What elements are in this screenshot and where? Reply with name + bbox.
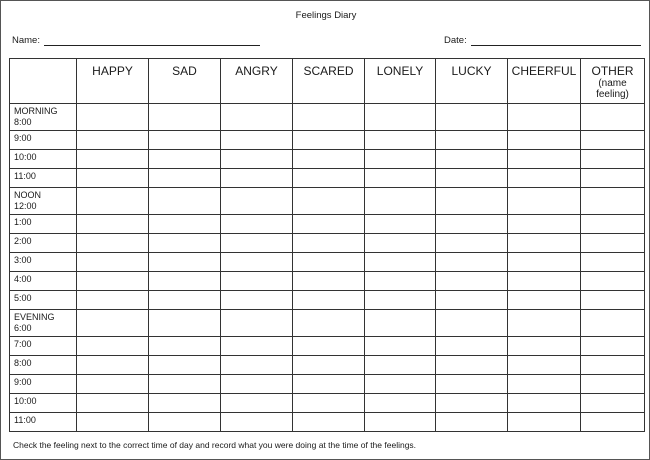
feeling-checkbox-cell[interactable] [221, 215, 293, 234]
column-header-sad: SAD [149, 59, 221, 104]
feeling-checkbox-cell[interactable] [77, 413, 149, 432]
feeling-checkbox-cell[interactable] [581, 169, 645, 188]
table-row [10, 150, 645, 169]
corner-cell [10, 59, 77, 104]
name-label: Name: [12, 35, 40, 46]
date-field[interactable] [471, 45, 641, 46]
feeling-checkbox-cell[interactable] [508, 394, 581, 413]
feeling-checkbox-cell[interactable] [149, 234, 221, 253]
time-label: 11:00 [14, 415, 36, 425]
header-row [10, 59, 645, 104]
feeling-checkbox-cell[interactable] [365, 169, 436, 188]
time-label: 9:00 [14, 377, 32, 387]
feeling-checkbox-cell[interactable] [581, 413, 645, 432]
time-cell [10, 413, 77, 432]
feeling-checkbox-cell[interactable] [149, 310, 221, 337]
feeling-checkbox-cell[interactable] [508, 215, 581, 234]
feeling-checkbox-cell[interactable] [77, 310, 149, 337]
feeling-checkbox-cell[interactable] [221, 310, 293, 337]
table-row [10, 104, 645, 131]
time-cell [10, 234, 77, 253]
time-cell [10, 253, 77, 272]
feeling-checkbox-cell[interactable] [508, 272, 581, 291]
feeling-checkbox-cell[interactable] [436, 356, 508, 375]
table-row [10, 272, 645, 291]
feeling-checkbox-cell[interactable] [293, 104, 365, 131]
feeling-checkbox-cell[interactable] [365, 272, 436, 291]
feeling-checkbox-cell[interactable] [293, 253, 365, 272]
time-cell [10, 310, 77, 337]
feeling-checkbox-cell[interactable] [77, 169, 149, 188]
feeling-checkbox-cell[interactable] [221, 272, 293, 291]
feeling-checkbox-cell[interactable] [365, 188, 436, 215]
column-header-lucky: LUCKY [436, 59, 508, 104]
feeling-checkbox-cell[interactable] [581, 253, 645, 272]
feeling-checkbox-cell[interactable] [581, 394, 645, 413]
feeling-checkbox-cell[interactable] [436, 394, 508, 413]
feeling-checkbox-cell[interactable] [508, 150, 581, 169]
feeling-checkbox-cell[interactable] [508, 375, 581, 394]
column-header-other [581, 59, 645, 104]
feeling-checkbox-cell[interactable] [293, 375, 365, 394]
time-cell [10, 150, 77, 169]
table-row [10, 413, 645, 432]
feeling-checkbox-cell[interactable] [149, 188, 221, 215]
feeling-checkbox-cell[interactable] [77, 394, 149, 413]
time-label: 3:00 [14, 255, 32, 265]
diary-table [9, 58, 645, 432]
table-row [10, 394, 645, 413]
feeling-checkbox-cell[interactable] [77, 272, 149, 291]
table-row [10, 253, 645, 272]
feeling-checkbox-cell[interactable] [77, 337, 149, 356]
period-label: NOON [14, 190, 41, 200]
feeling-checkbox-cell[interactable] [508, 413, 581, 432]
time-label: 2:00 [14, 236, 32, 246]
feeling-checkbox-cell[interactable] [508, 104, 581, 131]
feeling-checkbox-cell[interactable] [365, 131, 436, 150]
other-label: OTHER [591, 64, 634, 78]
feeling-checkbox-cell[interactable] [293, 131, 365, 150]
feeling-checkbox-cell[interactable] [77, 291, 149, 310]
feeling-checkbox-cell[interactable] [149, 394, 221, 413]
feeling-checkbox-cell[interactable] [221, 188, 293, 215]
feeling-checkbox-cell[interactable] [221, 234, 293, 253]
feeling-checkbox-cell[interactable] [365, 337, 436, 356]
feeling-checkbox-cell[interactable] [293, 291, 365, 310]
feeling-checkbox-cell[interactable] [221, 131, 293, 150]
feeling-checkbox-cell[interactable] [365, 375, 436, 394]
time-cell [10, 356, 77, 375]
feeling-checkbox-cell[interactable] [436, 131, 508, 150]
feeling-checkbox-cell[interactable] [77, 253, 149, 272]
instructions-text: Check the feeling next to the correct time of day and record what you were doing at the time of the feelings. [13, 440, 417, 450]
column-header-cheerful: CHEERFUL [508, 59, 581, 104]
feeling-checkbox-cell[interactable] [436, 272, 508, 291]
feeling-checkbox-cell[interactable] [365, 253, 436, 272]
feeling-checkbox-cell[interactable] [293, 337, 365, 356]
feeling-checkbox-cell[interactable] [221, 253, 293, 272]
feeling-checkbox-cell[interactable] [77, 356, 149, 375]
feeling-checkbox-cell[interactable] [149, 169, 221, 188]
feeling-checkbox-cell[interactable] [221, 375, 293, 394]
feeling-checkbox-cell[interactable] [149, 337, 221, 356]
time-cell [10, 337, 77, 356]
page-title: Feelings Diary [295, 10, 357, 21]
time-label: 12:00 [14, 201, 37, 211]
feeling-checkbox-cell[interactable] [581, 291, 645, 310]
time-label: 9:00 [14, 133, 32, 143]
other-sub-line-1: (name [598, 78, 627, 89]
feeling-checkbox-cell[interactable] [221, 337, 293, 356]
feeling-checkbox-cell[interactable] [436, 291, 508, 310]
time-label: 8:00 [14, 358, 32, 368]
time-label: 5:00 [14, 293, 32, 303]
feeling-checkbox-cell[interactable] [293, 310, 365, 337]
time-cell [10, 215, 77, 234]
feeling-checkbox-cell[interactable] [581, 150, 645, 169]
date-label: Date: [444, 35, 467, 46]
feeling-checkbox-cell[interactable] [221, 291, 293, 310]
feeling-checkbox-cell[interactable] [77, 104, 149, 131]
table-row [10, 131, 645, 150]
feeling-checkbox-cell[interactable] [508, 337, 581, 356]
name-field[interactable] [44, 45, 260, 46]
time-cell [10, 188, 77, 215]
feeling-checkbox-cell[interactable] [436, 169, 508, 188]
column-header-scared: SCARED [293, 59, 365, 104]
table-row [10, 215, 645, 234]
feeling-checkbox-cell[interactable] [436, 310, 508, 337]
feeling-checkbox-cell[interactable] [365, 234, 436, 253]
feeling-checkbox-cell[interactable] [581, 131, 645, 150]
feeling-checkbox-cell[interactable] [508, 234, 581, 253]
feeling-checkbox-cell[interactable] [508, 131, 581, 150]
feeling-checkbox-cell[interactable] [365, 150, 436, 169]
feeling-checkbox-cell[interactable] [77, 150, 149, 169]
feeling-checkbox-cell[interactable] [293, 169, 365, 188]
feeling-checkbox-cell[interactable] [365, 104, 436, 131]
feeling-checkbox-cell[interactable] [221, 104, 293, 131]
table-row [10, 337, 645, 356]
feeling-checkbox-cell[interactable] [365, 291, 436, 310]
time-label: 10:00 [14, 396, 37, 406]
column-header-lonely: LONELY [365, 59, 436, 104]
feeling-checkbox-cell[interactable] [77, 234, 149, 253]
feeling-checkbox-cell[interactable] [365, 413, 436, 432]
feeling-checkbox-cell[interactable] [221, 169, 293, 188]
feeling-checkbox-cell[interactable] [149, 375, 221, 394]
feeling-checkbox-cell[interactable] [221, 413, 293, 432]
feeling-checkbox-cell[interactable] [149, 356, 221, 375]
feeling-checkbox-cell[interactable] [77, 375, 149, 394]
feeling-checkbox-cell[interactable] [508, 291, 581, 310]
time-label: 7:00 [14, 339, 32, 349]
feeling-checkbox-cell[interactable] [221, 150, 293, 169]
feeling-checkbox-cell[interactable] [221, 394, 293, 413]
table-row [10, 234, 645, 253]
feeling-checkbox-cell[interactable] [581, 375, 645, 394]
feeling-checkbox-cell[interactable] [365, 356, 436, 375]
feeling-checkbox-cell[interactable] [365, 394, 436, 413]
time-cell [10, 104, 77, 131]
feeling-checkbox-cell[interactable] [436, 413, 508, 432]
feeling-checkbox-cell[interactable] [581, 356, 645, 375]
time-cell [10, 169, 77, 188]
feeling-checkbox-cell[interactable] [436, 253, 508, 272]
feeling-checkbox-cell[interactable] [149, 253, 221, 272]
feeling-checkbox-cell[interactable] [293, 356, 365, 375]
column-header-angry: ANGRY [221, 59, 293, 104]
feeling-checkbox-cell[interactable] [293, 394, 365, 413]
table-row [10, 169, 645, 188]
feeling-checkbox-cell[interactable] [581, 215, 645, 234]
feeling-checkbox-cell[interactable] [436, 104, 508, 131]
table-row [10, 188, 645, 215]
time-label: 11:00 [14, 171, 36, 181]
feeling-checkbox-cell[interactable] [293, 413, 365, 432]
feeling-checkbox-cell[interactable] [508, 188, 581, 215]
feeling-checkbox-cell[interactable] [581, 188, 645, 215]
time-label: 1:00 [14, 217, 32, 227]
feeling-checkbox-cell[interactable] [436, 215, 508, 234]
feeling-checkbox-cell[interactable] [365, 215, 436, 234]
feeling-checkbox-cell[interactable] [293, 272, 365, 291]
feeling-checkbox-cell[interactable] [436, 375, 508, 394]
table-row [10, 310, 645, 337]
table-row [10, 375, 645, 394]
feeling-checkbox-cell[interactable] [581, 104, 645, 131]
feeling-checkbox-cell[interactable] [149, 104, 221, 131]
feeling-checkbox-cell[interactable] [149, 131, 221, 150]
feeling-checkbox-cell[interactable] [77, 188, 149, 215]
time-cell [10, 272, 77, 291]
time-label: 6:00 [14, 323, 32, 333]
feeling-checkbox-cell[interactable] [581, 310, 645, 337]
time-label: 4:00 [14, 274, 32, 284]
other-sub-line-2: feeling) [596, 89, 629, 100]
feeling-checkbox-cell[interactable] [436, 150, 508, 169]
feeling-checkbox-cell[interactable] [581, 337, 645, 356]
time-label: 10:00 [14, 152, 37, 162]
table-row [10, 356, 645, 375]
feeling-checkbox-cell[interactable] [365, 310, 436, 337]
feeling-checkbox-cell[interactable] [149, 272, 221, 291]
feeling-checkbox-cell[interactable] [293, 234, 365, 253]
time-label: 8:00 [14, 117, 32, 127]
feeling-checkbox-cell[interactable] [436, 234, 508, 253]
feeling-checkbox-cell[interactable] [293, 150, 365, 169]
feeling-checkbox-cell[interactable] [293, 188, 365, 215]
feeling-checkbox-cell[interactable] [77, 131, 149, 150]
feeling-checkbox-cell[interactable] [581, 272, 645, 291]
feeling-checkbox-cell[interactable] [581, 234, 645, 253]
feeling-checkbox-cell[interactable] [436, 337, 508, 356]
feeling-checkbox-cell[interactable] [293, 215, 365, 234]
time-cell [10, 394, 77, 413]
feeling-checkbox-cell[interactable] [149, 215, 221, 234]
time-cell [10, 375, 77, 394]
feeling-checkbox-cell[interactable] [149, 291, 221, 310]
column-header-happy: HAPPY [77, 59, 149, 104]
feeling-checkbox-cell[interactable] [149, 150, 221, 169]
feeling-checkbox-cell[interactable] [221, 356, 293, 375]
period-label: EVENING [14, 312, 55, 322]
table-row [10, 291, 645, 310]
feeling-checkbox-cell[interactable] [508, 356, 581, 375]
feeling-checkbox-cell[interactable] [508, 310, 581, 337]
feeling-checkbox-cell[interactable] [436, 188, 508, 215]
time-cell [10, 131, 77, 150]
period-label: MORNING [14, 106, 58, 116]
feeling-checkbox-cell[interactable] [149, 413, 221, 432]
time-cell [10, 291, 77, 310]
feeling-checkbox-cell[interactable] [77, 215, 149, 234]
feeling-checkbox-cell[interactable] [508, 169, 581, 188]
feeling-checkbox-cell[interactable] [508, 253, 581, 272]
